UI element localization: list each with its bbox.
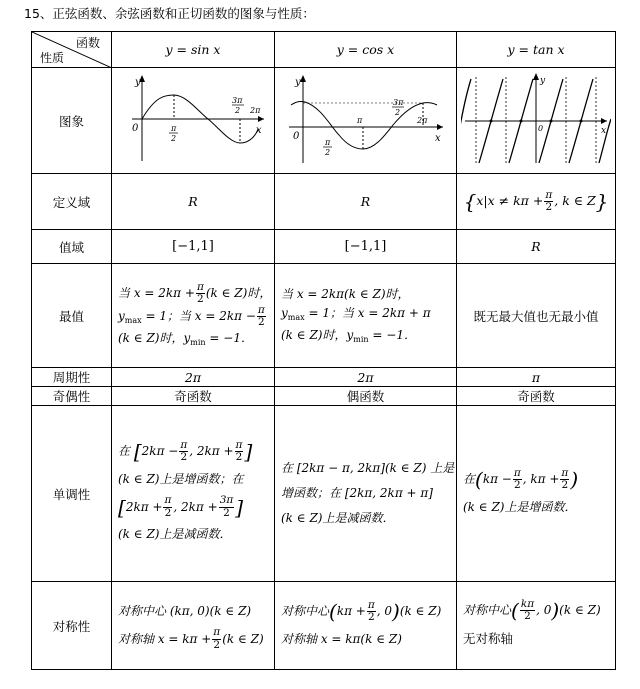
cos-pi2-den: 2 <box>324 148 330 157</box>
sin-graph <box>118 71 268 167</box>
cos-y-label: y <box>294 77 301 88</box>
extrema-tan: 既无最大值也无最小值 <box>457 264 616 368</box>
parity-cos: 偶函数 <box>275 387 457 406</box>
tan-x-label: x <box>601 126 607 136</box>
parity-row <box>32 387 616 406</box>
monotonic-tan: 在(kπ − $\frac{\pi}{2}$ , kπ + $\frac{\pi}{2}$ ) (k ∈ Z)上是增函数． <box>457 406 616 582</box>
symmetry-row <box>32 582 616 670</box>
section-title: 15、正弦函数、余弦函数和正切函数的图象与性质： <box>24 6 315 21</box>
sin-x-label: x <box>256 125 262 136</box>
symmetry-cos: 对称中心(kπ + $\frac{\pi}{2}$ , 0)(k ∈ Z) 对称轴 x = kπ(k ∈ Z) <box>275 582 457 670</box>
sin-3pi2-num: 3π <box>232 96 243 105</box>
row-label-period: 周期性 <box>32 368 112 387</box>
row-label-graph: 图象 <box>32 68 112 174</box>
parity-sin: 奇函数 <box>112 387 275 406</box>
corner-cell <box>32 32 112 68</box>
parity-tan: 奇函数 <box>457 387 616 406</box>
trig-properties-table <box>31 31 616 670</box>
corner-top-label: 函数 <box>76 36 101 50</box>
sin-origin: 0 <box>132 123 139 134</box>
domain-tan-k: , k ∈ Z <box>554 193 596 208</box>
extrema-cos: 当 x = 2kπ(k ∈ Z)时， $y_{max} = 1$；当 x = 2kπ + π (k ∈ Z)时，$y_{min} = -1$． <box>275 264 457 368</box>
cos-x-label: x <box>434 133 441 144</box>
range-cos: [−1,1] <box>275 230 457 264</box>
extrema-sin: 当 x = 2kπ + $\frac{\pi}{2}$ (k ∈ Z)时， $y_{max} = 1$；当 x = 2kπ − $\frac{\pi}{2}$ (k ∈ Z)时，$y_{min} = -1$． <box>112 264 275 368</box>
monotonic-sin: 在 [2kπ − $\frac{\pi}{2}$ , 2kπ + $\frac{\pi}{2}$ ] (k ∈ Z)上是增函数；在 [2kπ + $\frac{\pi}{2}$ , 2kπ + $\frac{3\pi}{2}$ ] (k ∈ Z)上是减函数． <box>112 406 275 582</box>
domain-tan-bar: | <box>483 193 488 208</box>
cos-pi2-num: π <box>324 138 330 147</box>
sin-pi2-num: π <box>171 124 177 133</box>
tan-y-label: y <box>540 76 546 86</box>
tan-graph <box>461 71 611 167</box>
cos-graph-cell <box>275 68 457 174</box>
cos-curve <box>291 101 437 149</box>
brace-left: { <box>463 189 477 214</box>
row-label-domain: 定义域 <box>32 174 112 230</box>
cos-x-arrow <box>437 124 443 130</box>
tan-x-arrow <box>601 118 607 124</box>
cos-origin: 0 <box>292 131 299 142</box>
sin-graph-cell <box>112 68 275 174</box>
domain-row <box>32 174 616 230</box>
row-label-range: 值域 <box>32 230 112 264</box>
cos-2pi-label: 2π <box>416 116 427 125</box>
tan-y-arrow <box>533 73 539 80</box>
cos-graph <box>281 71 451 167</box>
brace-right: } <box>595 189 609 214</box>
row-label-monotonic: 单调性 <box>32 406 112 582</box>
tan-origin: 0 <box>538 124 544 133</box>
row-label-extrema: 最值 <box>32 264 112 368</box>
symmetry-sin: 对称中心 (kπ, 0)(k ∈ Z) 对称轴 x = kπ + $\frac{\pi}{2}$ (k ∈ Z) <box>112 582 275 670</box>
domain-tan-cond: x ≠ kπ + <box>487 193 544 208</box>
domain-tan-set: x <box>476 193 484 208</box>
header-cos: y = cos x <box>275 32 457 68</box>
sin-y-label: y <box>135 77 141 88</box>
header-row <box>32 32 616 68</box>
monotonic-cos: 在 [2kπ − π, 2kπ](k ∈ Z) 上是 增函数；在 [2kπ, 2kπ + π] (k ∈ Z)上是减函数． <box>275 406 457 582</box>
period-row <box>32 368 616 387</box>
corner-bottom-label: 性质 <box>40 51 65 65</box>
period-sin: 2π <box>112 368 275 387</box>
cos-3pi2-num: 3π <box>392 98 403 107</box>
row-label-parity: 奇偶性 <box>32 387 112 406</box>
tan-graph-cell <box>457 68 616 174</box>
cos-3pi2-den: 2 <box>394 108 400 117</box>
range-row <box>32 230 616 264</box>
domain-tan-frac: $\frac{\pi}{2}$ <box>545 188 553 213</box>
extrema-row <box>32 264 616 368</box>
range-sin: [−1,1] <box>112 230 275 264</box>
graph-row <box>32 68 616 174</box>
sin-x-arrow <box>258 116 264 122</box>
domain-sin: R <box>112 174 275 230</box>
sin-3pi2-den: 2 <box>235 106 241 115</box>
header-sin: y = sin x <box>112 32 275 68</box>
row-label-symmetry: 对称性 <box>32 582 112 670</box>
cos-pi-label: π <box>356 116 362 125</box>
period-tan: π <box>457 368 616 387</box>
symmetry-tan: 对称中心( $\frac{k\pi}{2}$ , 0)(k ∈ Z) 无对称轴 <box>457 582 616 670</box>
sin-2pi-label: 2π <box>250 106 261 115</box>
range-tan: R <box>457 230 616 264</box>
domain-tan <box>457 174 616 230</box>
header-tan: y = tan x <box>457 32 616 68</box>
cos-y-arrow <box>300 75 306 82</box>
period-cos: 2π <box>275 368 457 387</box>
domain-cos: R <box>275 174 457 230</box>
monotonic-row <box>32 406 616 582</box>
sin-pi2-den: 2 <box>171 134 177 143</box>
